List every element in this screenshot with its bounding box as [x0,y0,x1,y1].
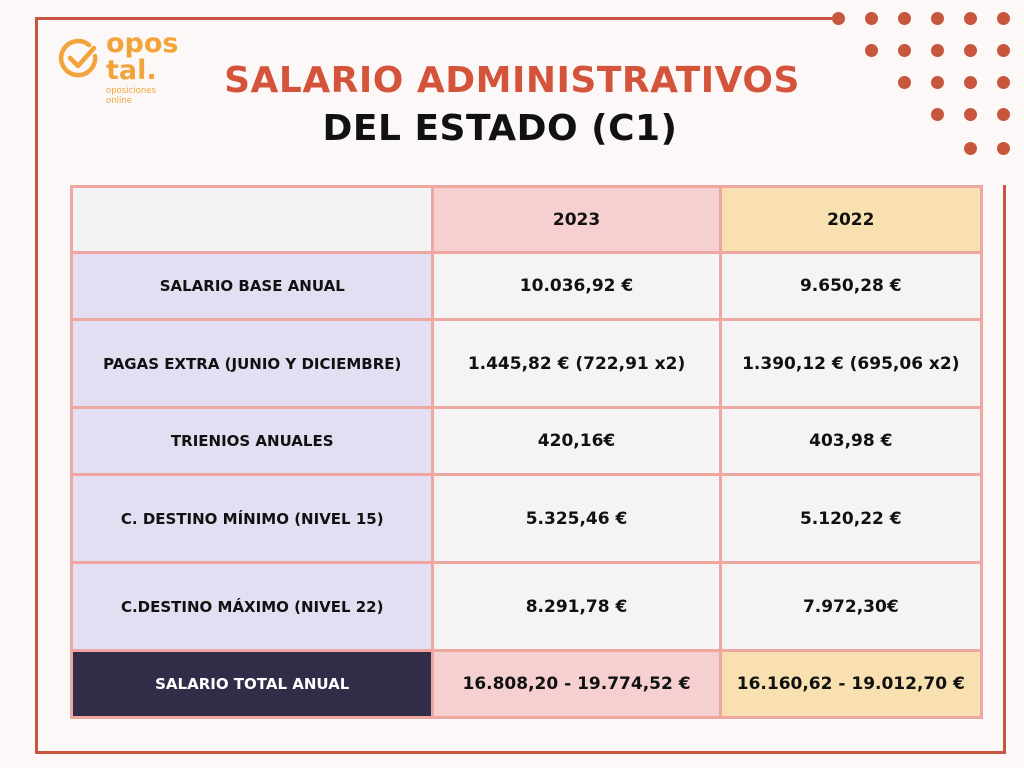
cell-2022: 5.120,22 € [720,475,981,563]
cell-2023: 10.036,92 € [433,253,720,320]
row-label: C. DESTINO MÍNIMO (NIVEL 15) [72,475,433,563]
dot [865,12,878,25]
salary-table [70,185,983,719]
dot [832,12,845,25]
row-label: TRIENIOS ANUALES [72,408,433,475]
page-title: SALARIO ADMINISTRATIVOS [224,60,800,101]
dot [997,12,1010,25]
dot [997,44,1010,57]
header-2022: 2022 [720,187,981,253]
dot [964,44,977,57]
cell-2023: 1.445,82 € (722,91 x2) [433,320,720,408]
dot [865,44,878,57]
logo-sub1: oposiciones [106,86,156,96]
table-total-row [72,651,982,718]
total-2022: 16.160,62 - 19.012,70 € [720,651,981,718]
total-2023: 16.808,20 - 19.774,52 € [433,651,720,718]
dot [898,12,911,25]
row-label: C.DESTINO MÁXIMO (NIVEL 22) [72,563,433,651]
cell-2022: 7.972,30€ [720,563,981,651]
table-row [72,253,982,320]
logo-line2: tal. [106,55,157,86]
dot [964,12,977,25]
cell-2022: 1.390,12 € (695,06 x2) [720,320,981,408]
page-subtitle: DEL ESTADO (C1) [322,108,678,149]
cell-2022: 9.650,28 € [720,253,981,320]
cell-2023: 420,16€ [433,408,720,475]
cell-2023: 8.291,78 € [433,563,720,651]
logo-sub2: online [106,96,132,106]
dot [931,44,944,57]
dot [898,44,911,57]
row-label: SALARIO BASE ANUAL [72,253,433,320]
header-empty-cell [72,187,433,253]
frame-top [35,17,832,20]
table-row [72,475,982,563]
frame-right [1003,185,1006,754]
frame-bottom [35,751,1006,754]
table-row [72,320,982,408]
total-label: SALARIO TOTAL ANUAL [72,651,433,718]
table-header-row [72,187,982,253]
table-row [72,563,982,651]
cell-2022: 403,98 € [720,408,981,475]
logo-line1: opos [106,28,179,59]
row-label: PAGAS EXTRA (JUNIO Y DICIEMBRE) [72,320,433,408]
table-row [72,408,982,475]
header-2023: 2023 [433,187,720,253]
cell-2023: 5.325,46 € [433,475,720,563]
dot [931,12,944,25]
